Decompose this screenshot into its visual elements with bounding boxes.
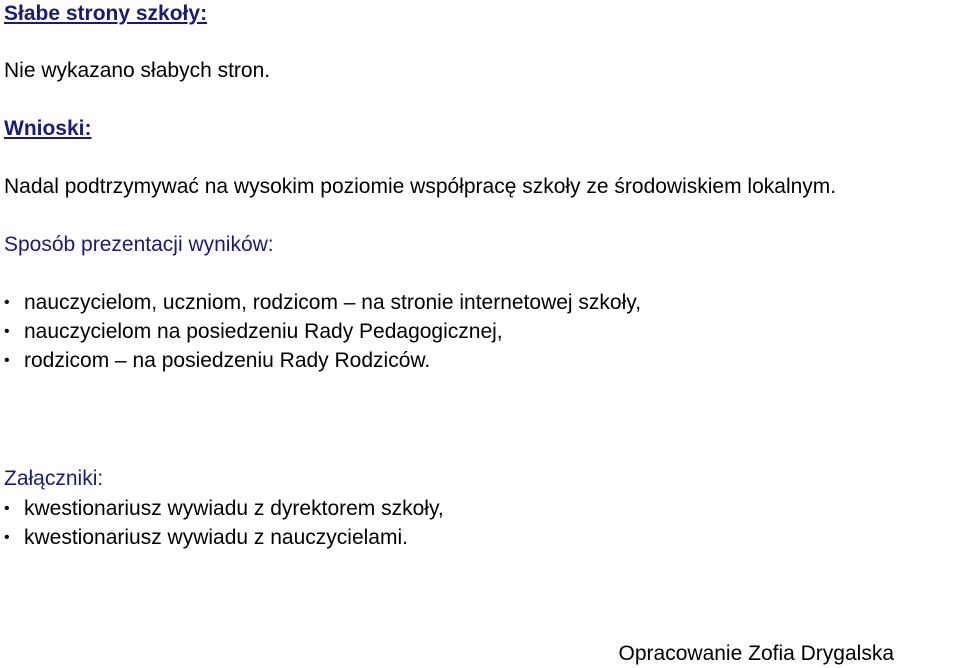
bullet-icon: • bbox=[4, 352, 10, 369]
weaknesses-text: Nie wykazano słabych stron. bbox=[4, 59, 271, 82]
attachments-list bbox=[4, 494, 444, 552]
bullet-icon: • bbox=[4, 529, 10, 546]
list-item-text: kwestionariusz wywiadu z dyrektorem szkoły, bbox=[24, 497, 444, 520]
list-item-text: nauczycielom na posiedzeniu Rady Pedagogicznej, bbox=[24, 320, 503, 343]
presentation-heading: Sposób prezentacji wyników: bbox=[4, 233, 274, 256]
presentation-list bbox=[4, 288, 641, 375]
list-item bbox=[4, 523, 444, 552]
list-item-text: nauczycielom, uczniom, rodzicom – na stronie internetowej szkoły, bbox=[24, 291, 642, 314]
list-item bbox=[4, 346, 641, 375]
list-item bbox=[4, 494, 444, 523]
conclusions-heading: Wnioski: bbox=[4, 117, 92, 140]
weaknesses-heading: Słabe strony szkoły: bbox=[4, 2, 208, 25]
author-signature: Opracowanie Zofia Drygalska bbox=[618, 642, 894, 665]
list-item-text: kwestionariusz wywiadu z nauczycielami. bbox=[24, 526, 408, 549]
bullet-icon: • bbox=[4, 294, 10, 311]
conclusions-text: Nadal podtrzymywać na wysokim poziomie współpracę szkoły ze środowiskiem lokalnym. bbox=[4, 175, 837, 198]
bullet-icon: • bbox=[4, 500, 10, 517]
list-item-text: rodzicom – na posiedzeniu Rady Rodziców. bbox=[24, 349, 431, 372]
bullet-icon: • bbox=[4, 323, 10, 340]
list-item bbox=[4, 317, 641, 346]
attachments-heading: Załączniki: bbox=[4, 467, 104, 490]
list-item bbox=[4, 288, 641, 317]
